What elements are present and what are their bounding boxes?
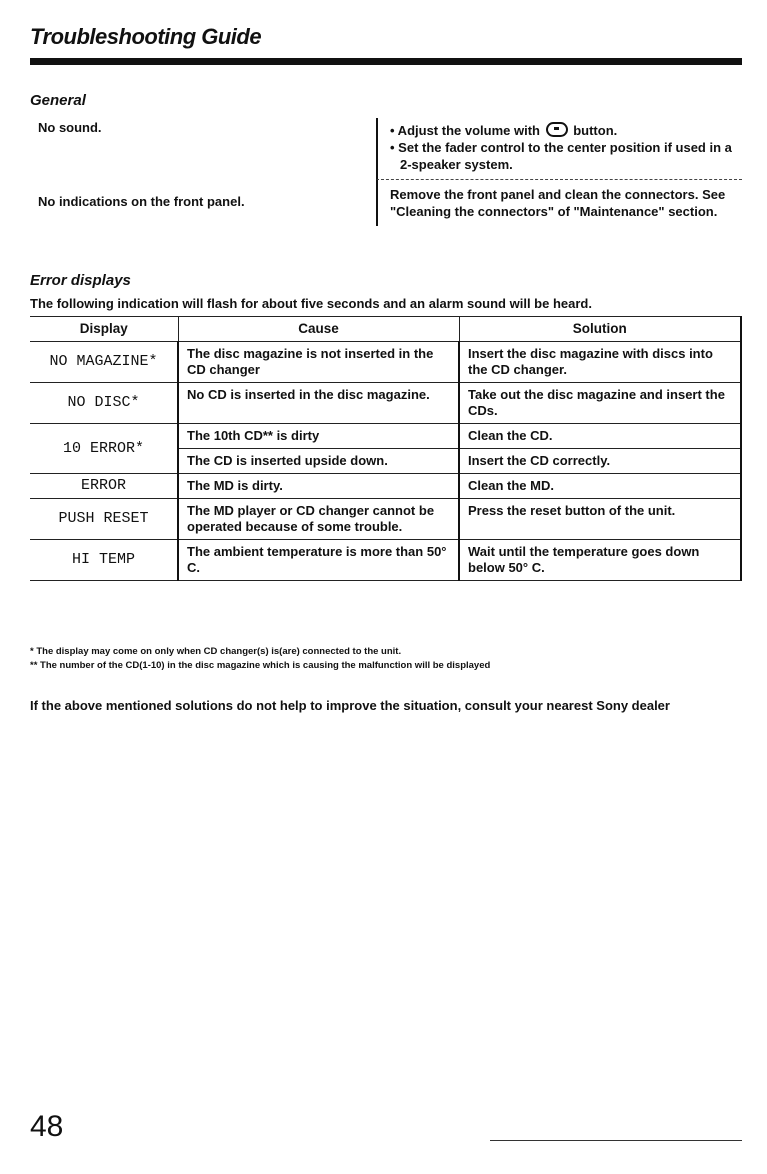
table-row	[30, 474, 741, 499]
cause-cell: No CD is inserted in the disc magazine.	[178, 383, 459, 424]
table-row	[30, 499, 741, 540]
display-cell: PUSH RESET	[30, 499, 178, 540]
title-rule	[30, 58, 742, 65]
general-row-no-indications	[30, 180, 742, 226]
general-solution	[376, 118, 742, 180]
display-cell: 10 ERROR*	[30, 424, 178, 474]
error-displays-heading: Error displays	[30, 272, 131, 289]
solution-cell: Insert the disc magazine with discs into the CD changer.	[459, 342, 741, 383]
error-intro: The following indication will flash for about five seconds and an alarm sound will be heard.	[30, 296, 592, 311]
solution-cell: Wait until the temperature goes down below 50° C.	[459, 540, 741, 581]
solution-text: button.	[573, 123, 618, 138]
display-cell: NO MAGAZINE*	[30, 342, 178, 383]
general-problem: No indications on the front panel.	[38, 194, 245, 209]
display-cell: HI TEMP	[30, 540, 178, 581]
cause-cell: The 10th CD** is dirty	[178, 424, 459, 449]
display-cell: ERROR	[30, 474, 178, 499]
footnote: * The display may come on only when CD changer(s) is(are) connected to the unit.	[30, 646, 402, 657]
page-title: Troubleshooting Guide	[30, 24, 262, 49]
table-row	[30, 424, 741, 449]
cause-cell: The MD is dirty.	[178, 474, 459, 499]
general-problem: No sound.	[38, 120, 102, 135]
table-row	[30, 342, 741, 383]
cause-cell: The disc magazine is not inserted in the CD changer	[178, 342, 459, 383]
solution-text: • Adjust the volume with	[390, 123, 540, 138]
table-row	[30, 540, 741, 581]
column-header-display: Display	[30, 317, 178, 342]
volume-knob-icon	[546, 122, 568, 137]
general-solution	[376, 180, 742, 226]
general-row-no-sound	[30, 118, 742, 180]
footnote: ** The number of the CD(1-10) in the disc magazine which is causing the malfunction will be displayed	[30, 660, 491, 671]
cause-cell: The ambient temperature is more than 50° C.	[178, 540, 459, 581]
solution-line: • Set the fader control to the center position if used in a 2-speaker system.	[390, 140, 732, 172]
column-header-solution: Solution	[459, 317, 741, 342]
solution-cell: Clean the MD.	[459, 474, 741, 499]
solution-cell: Clean the CD.	[459, 424, 741, 449]
general-table	[30, 118, 742, 226]
closing-note: If the above mentioned solutions do not help to improve the situation, consult your nearest Sony dealer	[30, 698, 670, 713]
error-table	[30, 316, 742, 581]
bottom-rule	[490, 1140, 742, 1141]
table-row	[30, 383, 741, 424]
footnotes	[30, 645, 490, 673]
display-cell: NO DISC*	[30, 383, 178, 424]
general-heading: General	[30, 92, 86, 109]
solution-cell: Press the reset button of the unit.	[459, 499, 741, 540]
cause-cell: The MD player or CD changer cannot be operated because of some trouble.	[178, 499, 459, 540]
solution-line	[390, 122, 742, 139]
solution-cell: Take out the disc magazine and insert the CDs.	[459, 383, 741, 424]
cause-cell: The CD is inserted upside down.	[178, 449, 459, 474]
table-header-row	[30, 317, 741, 342]
solution-cell: Insert the CD correctly.	[459, 449, 741, 474]
solution-line: Remove the front panel and clean the connectors. See "Cleaning the connectors" of "Maintenance" section.	[390, 187, 726, 219]
column-header-cause: Cause	[178, 317, 459, 342]
page-number: 48	[30, 1110, 64, 1143]
